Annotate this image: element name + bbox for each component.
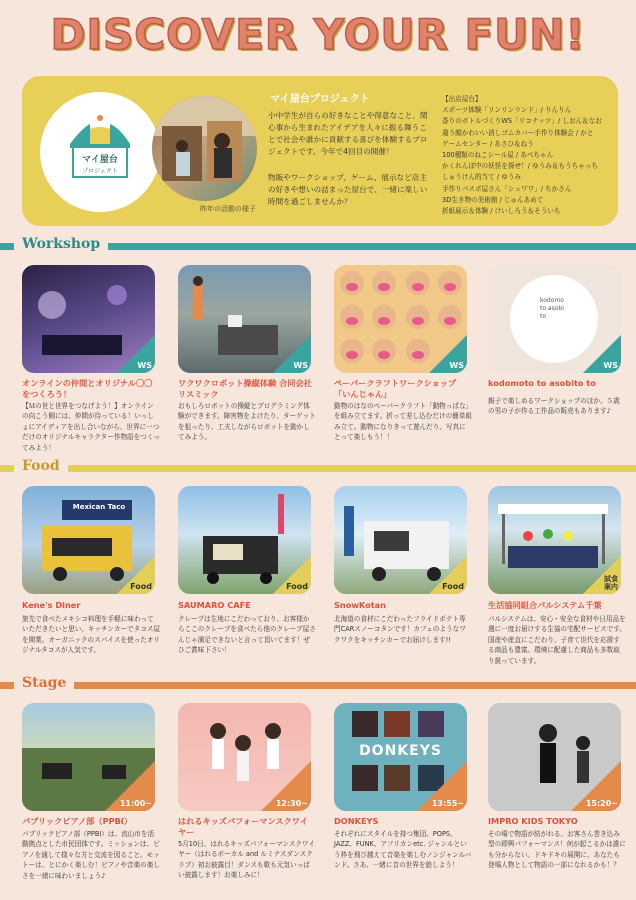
shop-item: 100種類のねこシール屋 / あべちゃん xyxy=(442,151,554,160)
workshop-body: おもしろロボットの操縦とプログラミング体験ができます。障害物をよけたり、ターゲットを狙ったり、工夫しながらロボットを動かしてみよう。 xyxy=(178,402,316,442)
shop-item: 手作りパスポ屋さん「シュワワ」/ ちかさん xyxy=(442,184,572,193)
shop-item: 香りのボトルづくりWS「リコナッツ」/ しおん＆なお xyxy=(442,117,602,126)
stage-time: 12:30~ xyxy=(275,799,308,808)
shop-item: 3D生き物の美術館 / じゅんあめて xyxy=(442,195,544,204)
workshop-title: kodomoto to asobito to xyxy=(488,378,596,388)
truck-sign: Mexican Taco xyxy=(72,503,126,511)
shop-item: しゅうけん的当て / ゆうみ xyxy=(442,173,521,182)
shop-item: かくれんぼ中の妖怪を探せ！/ ゆうみ＆もうちゃっち xyxy=(442,162,598,171)
shop-item: 折紙展示＆体験 / けいしろう＆そういち xyxy=(442,207,561,216)
shop-item: スポーツ体験「リンリンランド」/ りんりん xyxy=(442,106,572,115)
workshop-title: ペーパークラフトワークショップ「いんじゃん」 xyxy=(334,378,457,399)
workshop-card-online xyxy=(22,265,155,373)
shop-item: 違う顔かわいい消しゴムカバー手作り体験会 / かと xyxy=(442,128,594,137)
stage-title: IMPRO KIDS TOKYO xyxy=(488,816,578,826)
band-logo: DONKEYS xyxy=(359,743,442,759)
photo-illustration xyxy=(152,96,257,201)
food-card-kenes xyxy=(22,486,155,594)
food-body: クレープは生地にこだわっており、お客様からここのクレープを食べたら他のクレープ屋さんじゃ満足できないと言って頂いてます！ぜひご賞味下さい！ xyxy=(178,615,316,655)
workshop-body: 動物のはなのペーパークラフト「動物っぱな」を組み立てます。折って差し込むだけの簡単組み立て。動物になりきって遊んだり、写真にとって楽しもう！！ xyxy=(334,402,472,442)
logo-subtext: プロジェクト xyxy=(82,168,118,175)
intro-panel xyxy=(22,76,618,226)
ws-tag: WS xyxy=(137,361,152,370)
workshop-body: 【Ｍの世と世界をつなげよう！】オンラインの向こう側には、仲間が待っている！いっしょにアイディアを出し合いながら、世界に一つだけのオリジナルキャラクター作物語をつくってみよう！ xyxy=(22,402,160,452)
stage-time: 15:20~ xyxy=(585,799,618,808)
shop-list xyxy=(442,94,612,217)
food-title: SAUMARO CAFE xyxy=(178,600,251,610)
stage-card-impro xyxy=(488,703,621,811)
stage-card-donkeys xyxy=(334,703,467,811)
project-description: 小中学生が自らの好きなことや得意なこと、関心事から生まれたアイデアを人々に振る舞うことで社会や誰かに貢献する喜びを体験するプロジェクトです。今年で4回目の開催！ xyxy=(268,111,428,156)
stage-title: はれるキッズパフォーマンスクワイヤー xyxy=(178,816,308,837)
workshop-title: ワクワクロボット操縦体験 合同会社リスミック xyxy=(178,378,312,399)
food-card-palsystem xyxy=(488,486,621,594)
food-tag: Food xyxy=(442,582,464,591)
food-body: パルシステムは、安心・安全な食材や日用品を週に一度お届けする生協の宅配サービスです。国産や産直にこだわり、子育て世代を応援する商品も豊富。環境に配慮した商品も多数取り扱っています。 xyxy=(488,615,626,665)
food-card-saumaro xyxy=(178,486,311,594)
workshop-label: Workshop xyxy=(14,236,108,252)
kodomoto-logo-text: kodomo to asobi to xyxy=(540,297,564,320)
photo-caption: 昨年の活動の様子 xyxy=(200,205,256,213)
stage-body: 5月10日、はれるキッズパフォーマンスクワイヤー（はれるボーカル and ルミナスダンスクラブ）初お披露目！ダンスも歌も元気いっぱい披露します！お楽しみに！ xyxy=(178,840,316,880)
workshop-body: 親子で楽しめるワークショップのほか、５歳の男の子が作る工作品の販売もあります♪ xyxy=(488,397,620,416)
my-yatai-logo xyxy=(40,92,160,212)
stage-title: パブリックピアノ部（PPBI） xyxy=(22,816,133,826)
ws-tag: WS xyxy=(293,361,308,370)
stage-card-ppbi xyxy=(22,703,155,811)
stage-body: その場で物語が紡がれる、お客さん巻き込み型の即興パフォーマンス！何が起こるかは誰にも分からない。ドキドキの展開に、あなたも登場人物として物語の一部になれるかも！？ xyxy=(488,830,626,870)
workshop-section-header xyxy=(0,236,636,256)
ws-tag: WS xyxy=(603,361,618,370)
page-title: DISCOVER YOUR FUN! xyxy=(50,10,586,59)
food-title: SnowKotan xyxy=(334,600,387,610)
shop-item: ゲームセンター / あさひ＆ねう xyxy=(442,139,534,148)
food-tag: Food xyxy=(130,582,152,591)
food-tag: 試食 案内 xyxy=(604,575,618,591)
stage-card-hareru xyxy=(178,703,311,811)
project-heading: マイ屋台プロジェクト xyxy=(270,94,370,105)
food-card-snowkotan xyxy=(334,486,467,594)
stage-time: 13:55~ xyxy=(431,799,464,808)
workshop-title: オンラインの仲間とオリジナル〇〇をつくろう！ xyxy=(22,378,153,399)
workshop-card-robot xyxy=(178,265,311,373)
ws-tag: WS xyxy=(449,361,464,370)
food-label: Food xyxy=(14,458,68,474)
stage-title: DONKEYS xyxy=(334,816,379,826)
shop-list-heading: 【出店屋台】 xyxy=(442,95,482,103)
stage-label: Stage xyxy=(14,675,74,691)
last-year-photo xyxy=(152,96,257,201)
food-title: 生活協同組合パルシステム千葉 xyxy=(488,600,602,610)
stage-body: パブリックピアノ部（PPBI）は、流山市を活動拠点とした市民団体です。ミッションは、ピアノを通して様々な方と交流を図ること。モットーは、とにかく楽しむ！ピアノや音楽の楽しさを一緒に味わいましょう♪ xyxy=(22,830,160,880)
food-title: Kene's Diner xyxy=(22,600,81,610)
food-tag: Food xyxy=(286,582,308,591)
workshop-card-kodomoto xyxy=(488,265,621,373)
food-body: 北海道の食材にこだわったフライドポテト専門CARスノーコタンです！カフェのようなワクワクをキッチンカーでお届けします!! xyxy=(334,615,466,644)
project-invitation: 物販やワークショップ、ゲーム、展示など店主の好きや想いの詰まった屋台で、一緒に楽しい時間を過ごしませんか？ xyxy=(268,173,428,206)
tent-roof-icon xyxy=(68,114,132,148)
food-section-header xyxy=(0,458,636,478)
stage-body: それぞれにスタイルを持つ集団、POPS、JAZZ、FUNK、アフリカンetc. ジャンルという枠を飛び越えて音楽を楽しむノンジャンルバンド。さあ、一緒に音の世界を旅しよう！ xyxy=(334,830,472,870)
stage-section-header xyxy=(0,675,636,695)
stage-time: 11:00~ xyxy=(119,799,152,808)
food-body: 旅先で食べたメキシコ料理を手軽に味わっていただきたいと思い、キッチンカーでタコス屋を開業。オーガニックのスパイスを使ったオリジナルタコスが人気です。 xyxy=(22,615,161,655)
workshop-card-papercraft xyxy=(334,265,467,373)
logo-text: マイ屋台 xyxy=(82,155,118,165)
